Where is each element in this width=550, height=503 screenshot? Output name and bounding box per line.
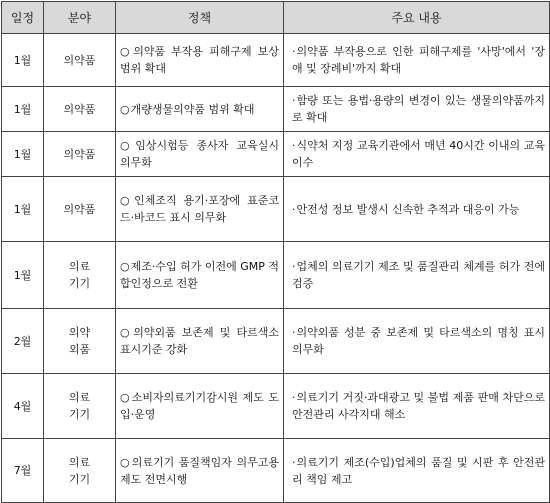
field-text: 외품	[68, 343, 91, 356]
field-cell	[44, 242, 116, 309]
field-text: 의료	[68, 260, 91, 273]
policy-schedule-table	[1, 1, 550, 503]
schedule-cell: 2월	[2, 309, 44, 374]
dot-bullet-icon: ·	[292, 260, 296, 273]
content-text: 의약품 부작용으로 인한 피해구제를 '사망'에서 '장애 및 장례비'까지 확대	[292, 45, 545, 75]
content-text: 함량 또는 용법·용량의 변경이 있는 생물의약품까지로 확대	[292, 94, 545, 124]
dot-bullet-icon: ·	[292, 455, 296, 469]
circle-bullet-icon: ○	[120, 260, 130, 273]
table-row	[2, 374, 550, 439]
policy-text: 의료기기 품질책임자 의무고용제도 전면시행	[120, 455, 279, 486]
policy-cell	[116, 34, 284, 87]
policy-text: 의약품 부작용 피해구제 보상범위 확대	[120, 45, 279, 75]
table-row	[2, 309, 550, 374]
field-cell	[44, 132, 116, 177]
table-header-row	[2, 2, 550, 34]
field-cell	[44, 309, 116, 374]
circle-bullet-icon: ○	[120, 391, 131, 404]
content-cell	[284, 439, 550, 503]
field-text: 기기	[68, 408, 91, 421]
policy-cell	[116, 439, 284, 503]
schedule-cell: 7월	[2, 439, 44, 503]
content-text: 업체의 의료기기 제조 및 품질관리 체계를 허가 전에 검증	[292, 260, 545, 290]
table-body	[2, 34, 550, 503]
field-cell	[44, 177, 116, 242]
policy-table-container	[1, 1, 549, 501]
header-schedule: 일정	[2, 2, 44, 34]
field-text: 의약품	[63, 147, 96, 161]
circle-bullet-icon: ○	[120, 326, 133, 339]
policy-text: 임상시험등 종사자 교육실시 의무화	[120, 139, 279, 169]
content-cell	[284, 374, 550, 439]
table-row	[2, 439, 550, 503]
policy-cell	[116, 374, 284, 439]
content-cell	[284, 242, 550, 309]
table-row	[2, 242, 550, 309]
circle-bullet-icon: ○	[120, 139, 135, 152]
policy-text: 의약외품 보존제 및 타르색소 표시기준 강화	[120, 326, 279, 356]
dot-bullet-icon: ·	[292, 94, 296, 107]
dot-bullet-icon: ·	[292, 45, 296, 58]
circle-bullet-icon: ○	[120, 102, 130, 116]
policy-cell	[116, 177, 284, 242]
content-text: 의약외품 성분 중 보존제 및 타르색소의 명칭 표시 의무화	[292, 326, 545, 356]
field-text: 기기	[68, 472, 91, 486]
field-cell	[44, 439, 116, 503]
dot-bullet-icon: ·	[292, 202, 296, 216]
table-row	[2, 132, 550, 177]
policy-text: 제조·수입 허가 이전에 GMP 적합인정으로 전환	[120, 260, 279, 290]
content-text: 의료기기 거짓·과대광고 및 불법 제품 판매 차단으로 안전관리 사각지대 해소	[292, 391, 545, 421]
policy-cell	[116, 87, 284, 132]
dot-bullet-icon: ·	[292, 391, 296, 404]
field-cell	[44, 374, 116, 439]
content-text: 의료기기 제조(수입)업체의 품질 및 시판 후 안전관리 책임 제고	[292, 455, 545, 486]
circle-bullet-icon: ○	[120, 194, 134, 207]
dot-bullet-icon: ·	[292, 139, 296, 152]
content-cell	[284, 177, 550, 242]
field-text: 의약품	[63, 53, 96, 67]
field-text: 의료	[68, 391, 91, 404]
policy-cell	[116, 132, 284, 177]
field-text: 의료	[68, 455, 91, 469]
policy-cell	[116, 242, 284, 309]
content-cell	[284, 132, 550, 177]
header-policy: 정책	[116, 2, 284, 34]
header-content: 주요 내용	[284, 2, 550, 34]
circle-bullet-icon: ○	[120, 455, 131, 469]
policy-text: 개량생물의약품 범위 확대	[130, 102, 255, 116]
schedule-cell: 1월	[2, 177, 44, 242]
policy-text: 소비자의료기기감시원 제도 도입·운영	[120, 391, 279, 421]
table-row	[2, 87, 550, 132]
circle-bullet-icon: ○	[120, 45, 133, 58]
table-row	[2, 34, 550, 87]
field-cell	[44, 87, 116, 132]
policy-text: 인체조직 용기·포장에 표준코드·바코드 표시 의무화	[120, 194, 279, 224]
field-text: 의약	[68, 326, 91, 339]
field-text: 기기	[68, 277, 91, 290]
schedule-cell: 1월	[2, 34, 44, 87]
field-text: 의약품	[63, 202, 96, 216]
content-cell	[284, 309, 550, 374]
content-text: 식약처 지정 교육기관에서 매년 40시간 이내의 교육 이수	[292, 139, 545, 169]
field-cell	[44, 34, 116, 87]
field-text: 의약품	[63, 102, 96, 116]
table-row	[2, 177, 550, 242]
schedule-cell: 1월	[2, 242, 44, 309]
schedule-cell: 1월	[2, 132, 44, 177]
content-text: 안전성 정보 발생시 신속한 추적과 대응이 가능	[296, 202, 520, 216]
content-cell	[284, 34, 550, 87]
content-cell	[284, 87, 550, 132]
header-field: 분야	[44, 2, 116, 34]
schedule-cell: 4월	[2, 374, 44, 439]
policy-cell	[116, 309, 284, 374]
dot-bullet-icon: ·	[292, 326, 296, 339]
schedule-cell: 1월	[2, 87, 44, 132]
